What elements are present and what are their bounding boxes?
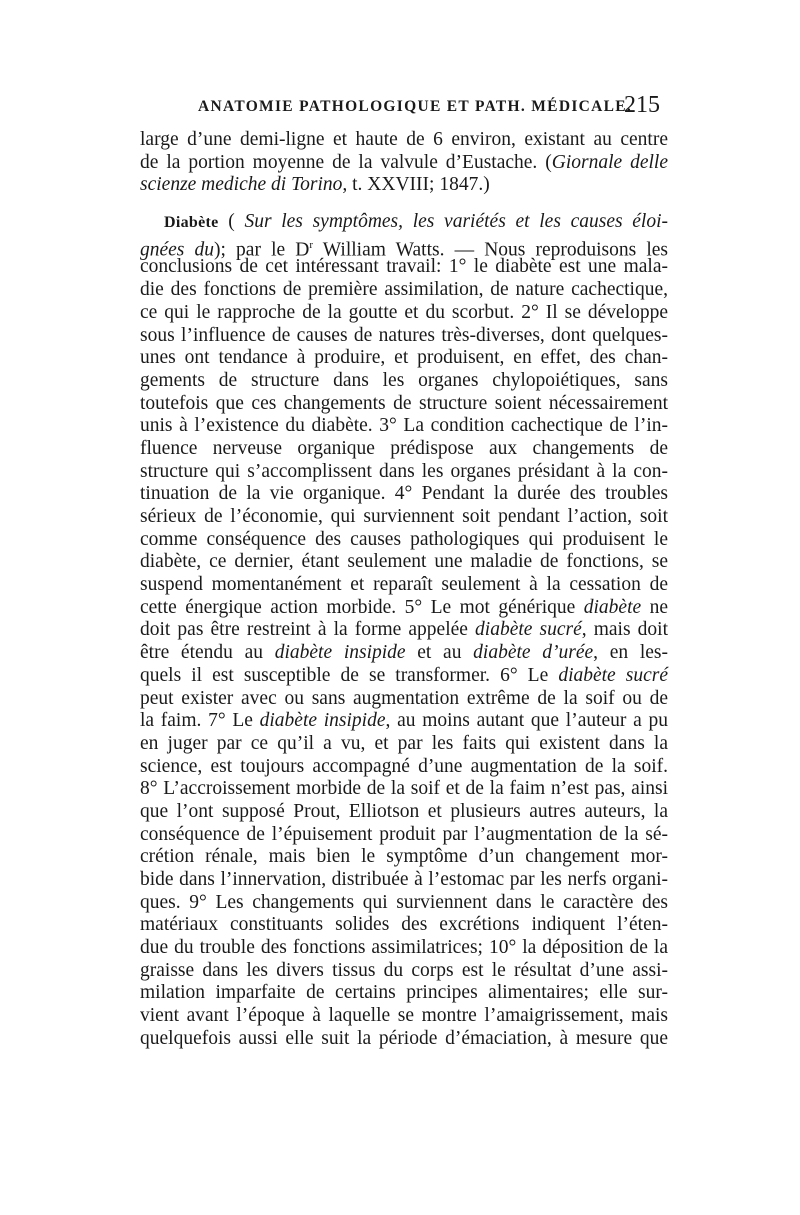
text-line: doit pas être restreint à la forme appelée diabète sucré, mais doit bbox=[140, 619, 668, 641]
text-line: cette énergique action morbide. 5° Le mot générique diabète ne bbox=[140, 596, 669, 618]
text-line: crétion rénale, mais bien le symptôme d’un changement mor- bbox=[140, 846, 668, 868]
text-line: graisse dans les divers tissus du corps est le résultat d’une assi- bbox=[140, 959, 668, 981]
paragraph-continuation bbox=[140, 129, 668, 197]
text-line: suspend momentanément et reparaît seulement à la cessation de bbox=[140, 574, 668, 596]
journal-title: scienze mediche di Torino, bbox=[140, 174, 348, 196]
text-line: la faim. 7° Le diabète insipide, au moins autant que l’auteur a pu bbox=[140, 710, 669, 732]
text-line: en juger par ce qu’il a vu, et par les faits qui existent dans la bbox=[140, 732, 668, 754]
text-line: unes ont tendance à produire, et produisent, en effet, des chan- bbox=[140, 347, 668, 369]
running-header bbox=[140, 92, 660, 124]
paragraph-diabete bbox=[140, 211, 668, 1050]
page-body bbox=[140, 129, 668, 1051]
text-line: structure qui s’accomplissent dans les organes présidant à la con- bbox=[140, 460, 668, 482]
journal-title: Giornale delle bbox=[551, 151, 669, 173]
text-line: gements de structure dans les organes chylopoiétiques, sans bbox=[140, 369, 668, 391]
text-line: que l’ont supposé Prout, Elliotson et plusieurs autres auteurs, la bbox=[140, 800, 668, 822]
text-line: 8° L’accroissement morbide de la soif et de la faim n’est pas, ainsi bbox=[140, 778, 668, 800]
text-line: fluence nerveuse organique prédispose aux changements de bbox=[140, 437, 668, 459]
text-line: conclusions de cet intéressant travail: 1° le diabète est une mala- bbox=[140, 256, 668, 278]
text-line: vient avant l’époque à laquelle se montre l’amaigrissement, mais bbox=[140, 1005, 668, 1027]
section-lead: Diabète bbox=[164, 214, 219, 232]
text-line: de la portion moyenne de la valvule d’Eustache. (Giornale delle bbox=[140, 151, 669, 173]
text-line: Diabète ( Sur les symptômes, les variétés et les causes éloi- bbox=[164, 211, 669, 233]
text-line: quels il est susceptible de se transformer. 6° Le diabète sucré bbox=[140, 664, 668, 686]
text-line: due du trouble des fonctions assimilatrices; 10° la déposition de la bbox=[140, 937, 668, 959]
text-line: sérieux de l’économie, qui surviennent soit pendant l’action, soit bbox=[140, 506, 668, 527]
text-line: bide dans l’innervation, distribuée à l’estomac par les nerfs organi- bbox=[140, 869, 668, 890]
text-line: milation imparfaite de certains principes alimentaires; elle sur- bbox=[140, 982, 668, 1004]
text-line: scienze mediche di Torino, t. XXVIII; 1847.) bbox=[140, 174, 490, 196]
text-line: conséquence de l’épuisement produit par l’augmentation de la sé- bbox=[140, 823, 668, 845]
text-line: science, est toujours accompagné d’une augmentation de la soif. bbox=[140, 755, 668, 777]
page-number: 215 bbox=[624, 92, 660, 118]
text-line: peut exister avec ou sans augmentation extrême de la soif ou de bbox=[140, 687, 668, 709]
text-line: diabète, ce dernier, étant seulement une maladie de fonctions, se bbox=[140, 551, 668, 573]
text-line: gnées du); par le $D^r$ William Watts. — Nous reproduisons les bbox=[140, 238, 669, 261]
text-line: unis à l’existence du diabète. 3° La condition cachectique de l’in- bbox=[140, 415, 668, 437]
text-line: toutefois que ces changements de structure soient nécessairement bbox=[140, 392, 668, 414]
text-line: quelquefois aussi elle suit la période d’émaciation, à mesure que bbox=[140, 1027, 668, 1049]
text-line: ques. 9° Les changements qui surviennent dans le caractère des bbox=[140, 891, 668, 913]
text-line: sous l’influence de causes de natures très-diverses, dont quelques- bbox=[140, 324, 668, 346]
text-line: die des fonctions de première assimilation, de nature cachectique, bbox=[140, 279, 668, 301]
running-title: ANATOMIE PATHOLOGIQUE ET PATH. MÉDICALE. bbox=[198, 98, 633, 115]
text-line: ce qui le rapproche de la goutte et du scorbut. 2° Il se développe bbox=[140, 301, 668, 323]
text-line: matériaux constituants solides des excrétions indiquent l’éten- bbox=[140, 914, 668, 936]
text-line: large d’une demi-ligne et haute de 6 environ, existant au centre bbox=[140, 129, 668, 150]
text-line: comme conséquence des causes pathologiques qui produisent le bbox=[140, 528, 668, 550]
text-line: tinuation de la vie organique. 4° Pendant la durée des troubles bbox=[140, 483, 668, 505]
text-line: être étendu au diabète insipide et au diabète d’urée, en les- bbox=[140, 642, 669, 664]
